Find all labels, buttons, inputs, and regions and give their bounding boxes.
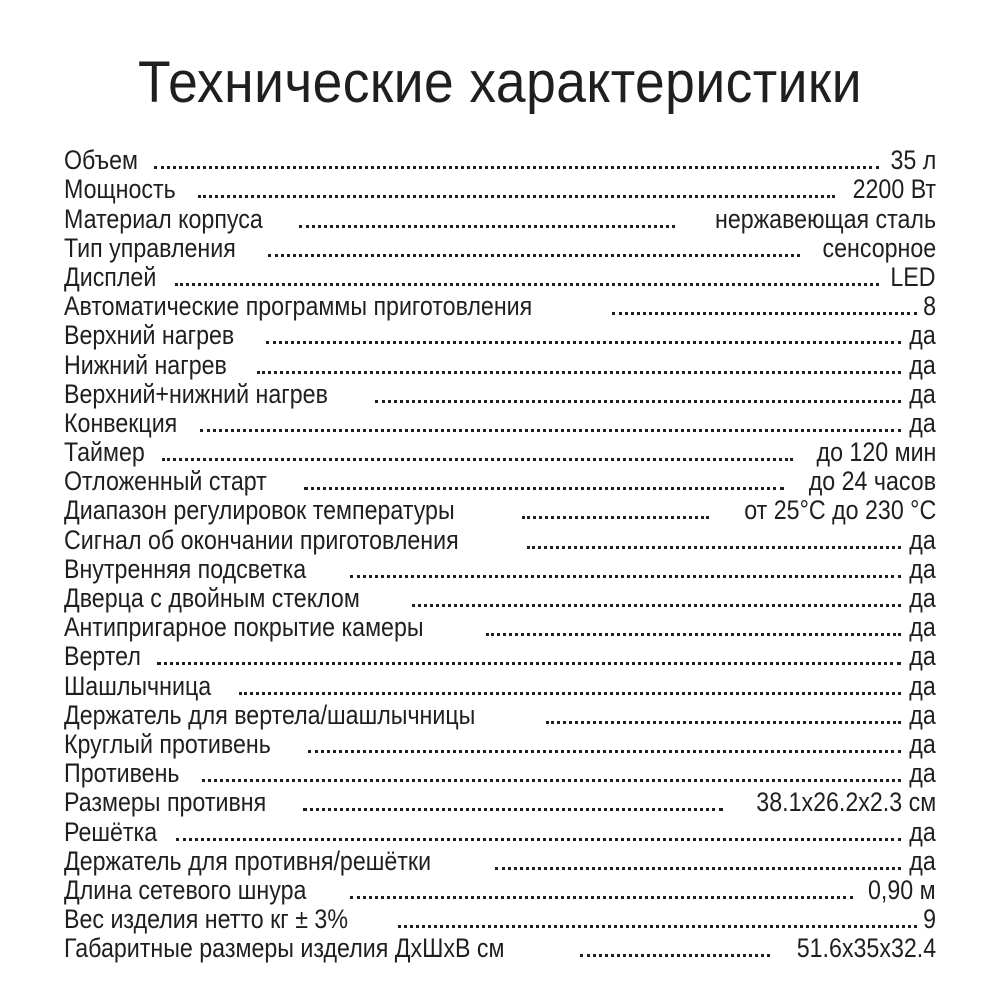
- spec-value: да: [909, 699, 936, 730]
- spec-label: Диапазон регулировок температуры: [64, 495, 455, 526]
- spec-value: да: [909, 583, 936, 613]
- spec-row: [64, 438, 936, 467]
- spec-value: да: [909, 378, 936, 409]
- dot-leader: [308, 730, 901, 759]
- dot-leader: [304, 467, 784, 496]
- spec-label: Дисплей: [64, 261, 157, 292]
- spec-value: да: [909, 816, 936, 847]
- spec-label: Конвекция: [64, 407, 178, 438]
- spec-label: Материал корпуса: [64, 203, 263, 234]
- dot-leader: [612, 292, 917, 321]
- spec-label: Нижний нагрев: [64, 349, 227, 380]
- dot-leader: [522, 496, 708, 525]
- spec-value: 35 л: [890, 145, 936, 176]
- spec-label: Круглый противень: [64, 728, 271, 759]
- spec-value: да: [909, 349, 936, 380]
- spec-value: 8: [923, 291, 936, 322]
- spec-label: Верхний+нижний нагрев: [64, 378, 328, 409]
- spec-label: Держатель для вертела/шашлычницы: [64, 699, 476, 730]
- spec-value: сенсорное: [822, 232, 936, 263]
- spec-label: Длина сетевого шнура: [64, 874, 307, 905]
- spec-row: [64, 759, 936, 788]
- spec-row: [64, 496, 936, 525]
- dot-leader: [239, 672, 901, 701]
- spec-row: [64, 584, 936, 613]
- spec-value: до 24 часов: [808, 466, 936, 497]
- dot-leader: [375, 380, 901, 409]
- dot-leader: [157, 642, 901, 671]
- spec-row: [64, 730, 936, 759]
- spec-value: да: [909, 524, 936, 555]
- page-title: Технические характеристики: [138, 50, 862, 115]
- dot-leader: [176, 818, 901, 847]
- spec-value: 51.6x35x32.4: [796, 933, 936, 964]
- dot-leader: [398, 905, 917, 934]
- dot-leader: [495, 847, 901, 876]
- spec-row: [64, 817, 936, 846]
- dot-leader: [527, 526, 901, 555]
- spec-value: да: [909, 612, 936, 643]
- spec-label: Тип управления: [64, 232, 236, 263]
- spec-value: нержавеющая сталь: [714, 203, 936, 234]
- spec-label: Верхний нагрев: [64, 320, 235, 351]
- spec-value: да: [909, 553, 936, 584]
- spec-label: Внутренняя подсветка: [64, 553, 307, 584]
- spec-value: 2200 Вт: [852, 174, 936, 205]
- spec-row: [64, 146, 936, 175]
- spec-value: да: [909, 641, 936, 672]
- spec-row: [64, 671, 936, 700]
- spec-value: 9: [923, 904, 936, 935]
- spec-row: [64, 876, 936, 905]
- spec-value: 38.1x26.2x2.3 см: [756, 787, 936, 818]
- dot-leader: [580, 934, 770, 963]
- spec-label: Размеры противня: [64, 787, 267, 818]
- spec-label: Дверца с двойным стеклом: [64, 583, 360, 613]
- spec-value: да: [909, 320, 936, 351]
- spec-label: Объем: [64, 145, 138, 176]
- spec-row: [64, 642, 936, 671]
- spec-label: Вес изделия нетто кг ± 3%: [64, 904, 348, 935]
- spec-row: [64, 905, 936, 934]
- dot-leader: [350, 555, 902, 584]
- spec-label: Держатель для противня/решётки: [64, 845, 432, 876]
- spec-row: [64, 234, 936, 263]
- dot-leader: [154, 146, 879, 175]
- dot-leader: [350, 876, 853, 905]
- spec-value: да: [909, 407, 936, 438]
- dot-leader: [198, 175, 835, 204]
- spec-row: [64, 263, 936, 292]
- dot-leader: [257, 351, 901, 380]
- spec-label: Мощность: [64, 174, 176, 205]
- spec-label: Габаритные размеры изделия ДхШхВ см: [64, 933, 505, 964]
- spec-value: до 120 мин: [816, 437, 936, 468]
- dot-leader: [162, 438, 793, 467]
- spec-label: Сигнал об окончании приготовления: [64, 524, 459, 555]
- dot-leader: [299, 205, 675, 234]
- dot-leader: [202, 759, 901, 788]
- dot-leader: [412, 584, 901, 613]
- spec-label: Шашлычница: [64, 670, 212, 701]
- spec-value: да: [909, 728, 936, 759]
- dot-leader: [303, 788, 723, 817]
- dot-leader: [175, 263, 879, 292]
- spec-value: 0,90 м: [868, 874, 936, 905]
- spec-row: [64, 525, 936, 554]
- spec-row: [64, 467, 936, 496]
- spec-label: Противень: [64, 758, 180, 789]
- spec-row: [64, 175, 936, 204]
- spec-row: [64, 350, 936, 379]
- spec-value: от 25°С до 230 °С: [744, 495, 936, 526]
- spec-label: Решётка: [64, 816, 158, 847]
- spec-row: [64, 934, 936, 963]
- spec-label: Таймер: [64, 437, 145, 468]
- spec-row: [64, 380, 936, 409]
- spec-value: да: [909, 670, 936, 701]
- spec-row: [64, 788, 936, 817]
- spec-row: [64, 555, 936, 584]
- spec-list: [64, 146, 936, 963]
- spec-row: [64, 409, 936, 438]
- dot-leader: [266, 321, 901, 350]
- spec-row: [64, 613, 936, 642]
- dot-leader: [546, 701, 901, 730]
- spec-row: [64, 292, 936, 321]
- dot-leader: [486, 613, 901, 642]
- dot-leader: [268, 234, 800, 263]
- spec-label: Автоматические программы приготовления: [64, 291, 533, 322]
- spec-value: да: [909, 758, 936, 789]
- spec-value: LED: [890, 261, 936, 292]
- spec-row: [64, 321, 936, 350]
- spec-label: Антипригарное покрытие камеры: [64, 612, 424, 643]
- dot-leader: [200, 409, 902, 438]
- spec-row: [64, 701, 936, 730]
- spec-label: Вертел: [64, 641, 141, 672]
- spec-row: [64, 204, 936, 233]
- spec-value: да: [909, 845, 936, 876]
- spec-row: [64, 847, 936, 876]
- spec-label: Отложенный старт: [64, 466, 267, 497]
